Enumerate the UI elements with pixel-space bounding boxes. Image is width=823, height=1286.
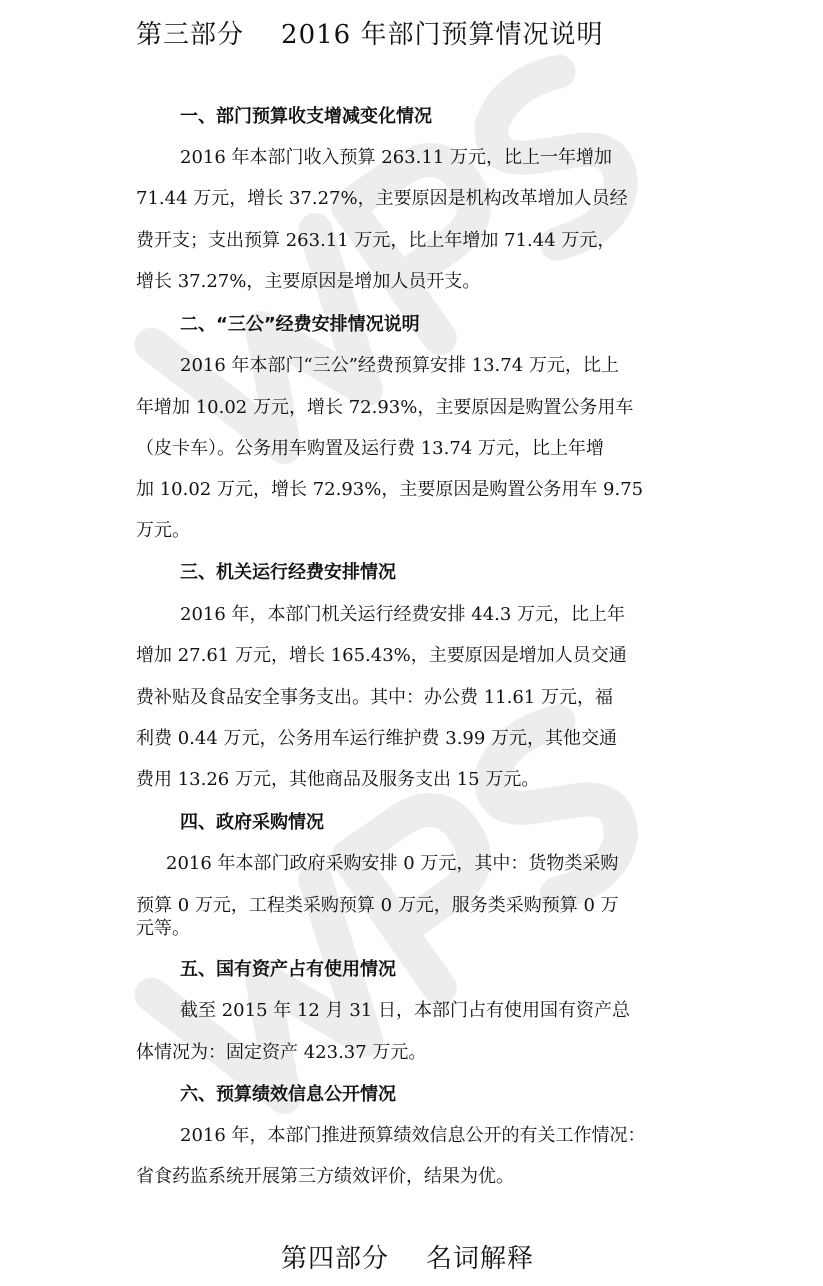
section-2-line-2: 年增加 10.02 万元，增长 72.93%，主要原因是购置公务用车 (136, 397, 634, 418)
section-6-heading: 六、预算绩效信息公开情况 (180, 1084, 396, 1105)
section-1-line-2: 71.44 万元，增长 37.27%，主要原因是机构改革增加人员经 (136, 188, 628, 209)
section-6-line-1: 2016 年，本部门推进预算绩效信息公开的有关工作情况： (180, 1125, 646, 1146)
section-2-heading: 二、“三公”经费安排情况说明 (180, 314, 420, 335)
part4-title: 第四部分 名词解释 (281, 1244, 535, 1274)
section-1-heading: 一、部门预算收支增减变化情况 (180, 106, 432, 127)
section-3-line-1: 2016 年，本部门机关运行经费安排 44.3 万元，比上年 (180, 604, 626, 625)
part3-title: 第三部分 2016 年部门预算情况说明 (136, 20, 604, 50)
section-3-line-4: 利费 0.44 万元，公务用车运行维护费 3.99 万元，其他交通 (136, 728, 618, 749)
section-2-line-1: 2016 年本部门“三公”经费预算安排 13.74 万元，比上 (180, 355, 619, 376)
section-3-heading: 三、机关运行经费安排情况 (180, 562, 396, 583)
section-4-heading: 四、政府采购情况 (180, 812, 324, 833)
section-2-line-3: （皮卡车）。公务用车购置及运行费 13.74 万元，比上年增 (136, 438, 604, 459)
section-2-line-4: 加 10.02 万元，增长 72.93%，主要原因是购置公务用车 9.75 (136, 479, 644, 500)
section-6-line-2: 省食药监系统开展第三方绩效评价，结果为优。 (136, 1166, 514, 1187)
section-3-line-3: 费补贴及食品安全事务支出。其中：办公费 11.61 万元，福 (136, 687, 613, 708)
section-3-line-2: 增加 27.61 万元，增长 165.43%，主要原因是增加人员交通 (136, 645, 627, 666)
section-1-line-3: 费开支；支出预算 263.11 万元，比上年增加 71.44 万元， (136, 230, 616, 251)
section-4-line-3: 元等。 (136, 918, 190, 939)
section-3-line-5: 费用 13.26 万元，其他商品及服务支出 15 万元。 (136, 769, 540, 790)
section-4-line-1: 2016 年本部门政府采购安排 0 万元，其中：货物类采购 (166, 853, 619, 874)
section-1-line-4: 增长 37.27%，主要原因是增加人员开支。 (136, 271, 481, 292)
section-5-line-1: 截至 2015 年 12 月 31 日，本部门占有使用国有资产总 (180, 1000, 630, 1021)
section-1-line-1: 2016 年本部门收入预算 263.11 万元，比上一年增加 (180, 147, 612, 168)
section-5-line-2: 体情况为：固定资产 423.37 万元。 (136, 1042, 427, 1063)
section-5-heading: 五、国有资产占有使用情况 (180, 959, 396, 980)
section-2-line-5: 万元。 (136, 520, 190, 541)
section-4-line-2: 预算 0 万元，工程类采购预算 0 万元，服务类采购预算 0 万 (136, 895, 619, 916)
